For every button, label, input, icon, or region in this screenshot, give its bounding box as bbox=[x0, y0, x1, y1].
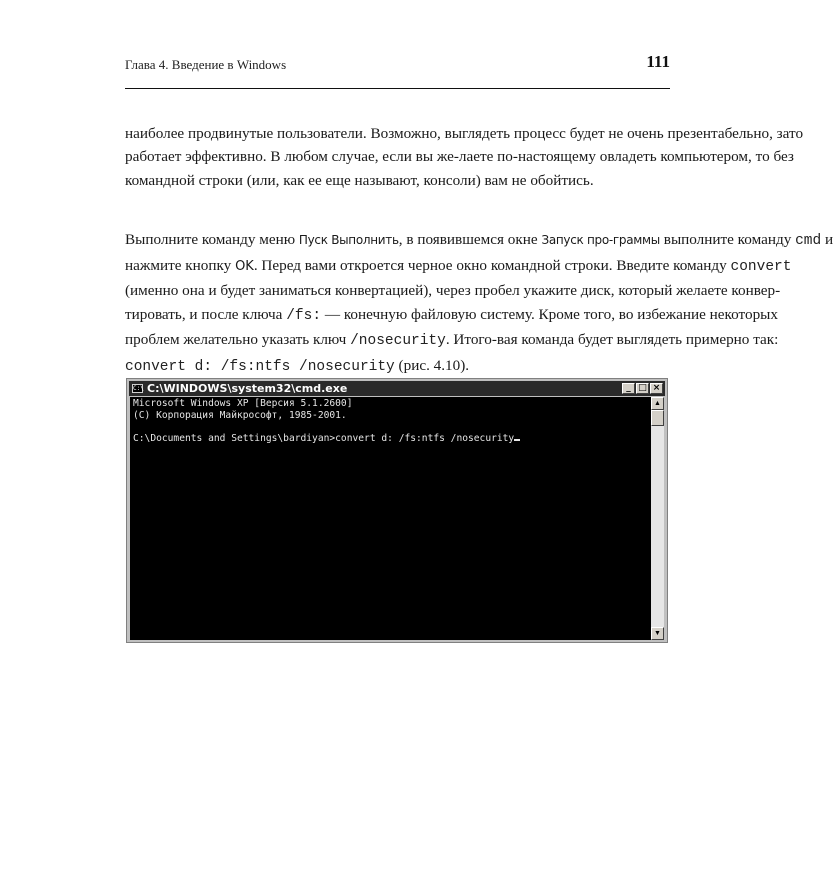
key-nosecurity: /nosecurity bbox=[350, 333, 446, 350]
text-line bbox=[125, 228, 833, 254]
cmd-app-icon: C:\ bbox=[133, 385, 144, 392]
text-run: . Перед вами откроется черное окно командной строки. Введите команду bbox=[253, 256, 731, 274]
text-run: — конечную файловую систему. Кроме того, во избежание некоторых bbox=[321, 305, 778, 323]
full-command: convert d: /fs:ntfs /nosecurity bbox=[125, 358, 395, 375]
ok-button-name: OK bbox=[235, 258, 254, 274]
maximize-button[interactable]: □ bbox=[636, 383, 649, 394]
dialog-name: Запуск про-граммы bbox=[541, 233, 660, 247]
text-run: (рис. 4.10). bbox=[394, 356, 470, 374]
text-line: (именно она и будет заниматься конвертацией), через пробел укажите диск, который желаете конвер- bbox=[125, 282, 781, 300]
page-number: 111 bbox=[646, 52, 670, 71]
console-line: Microsoft Windows XP [Версия 5.1.2600] bbox=[133, 398, 353, 409]
text-run: . Итого-вая команда будет выглядеть примерно так: bbox=[445, 331, 779, 349]
text-line: командной строки (или, как ее еще называют, консоли) вам не обойтись. bbox=[125, 171, 594, 189]
cmd-window-screenshot bbox=[126, 378, 668, 643]
text-cursor bbox=[514, 439, 520, 441]
vertical-scrollbar[interactable] bbox=[651, 397, 664, 640]
text-run: , в появившемся окне bbox=[398, 231, 542, 248]
header-divider bbox=[125, 88, 670, 89]
text-run: Выполните команду меню bbox=[125, 231, 299, 248]
paragraph-intro bbox=[125, 122, 816, 192]
scrollbar-thumb[interactable] bbox=[651, 410, 664, 426]
cmd-titlebar[interactable] bbox=[129, 381, 665, 396]
text-run: нажмите кнопку bbox=[125, 256, 236, 274]
paragraph-instructions bbox=[125, 228, 833, 380]
text-line bbox=[125, 354, 816, 380]
text-run: и bbox=[821, 231, 833, 248]
text-run: тировать, и после ключа bbox=[125, 305, 287, 323]
console-line: (С) Корпорация Майкрософт, 1985-2001. bbox=[133, 409, 347, 421]
text-line: работает эффективно. В любом случае, если вы же-лаете по-настоящему овладеть компьютером, то без bbox=[125, 148, 794, 166]
text-line: наиболее продвинутые пользователи. Возможно, выглядеть процесс будет не очень презентабельно, зато bbox=[125, 125, 804, 142]
scroll-up-arrow-icon[interactable]: ▲ bbox=[651, 397, 664, 410]
close-button[interactable]: × bbox=[650, 383, 663, 394]
cmd-window-title: C:\WINDOWS\system32\cmd.exe bbox=[147, 382, 348, 395]
text-line bbox=[125, 254, 816, 280]
command-convert: convert bbox=[730, 258, 792, 275]
key-fs: /fs: bbox=[286, 307, 322, 324]
scroll-down-arrow-icon[interactable]: ▼ bbox=[651, 627, 664, 640]
minimize-button[interactable]: _ bbox=[622, 383, 635, 394]
text-run: проблем желательно указать ключ bbox=[125, 331, 351, 349]
menu-path: Пуск Выполнить bbox=[298, 233, 399, 247]
command-cmd: cmd bbox=[795, 233, 822, 249]
text-run: выполните команду bbox=[659, 231, 796, 248]
console-output[interactable] bbox=[130, 397, 651, 640]
page-header bbox=[125, 52, 670, 76]
text-line bbox=[125, 303, 816, 329]
chapter-title: Глава 4. Введение в Windows bbox=[125, 57, 287, 72]
text-line bbox=[125, 328, 816, 354]
console-prompt-line: C:\Documents and Settings\bardiyan>convert d: /fs:ntfs /nosecurity bbox=[133, 432, 515, 444]
